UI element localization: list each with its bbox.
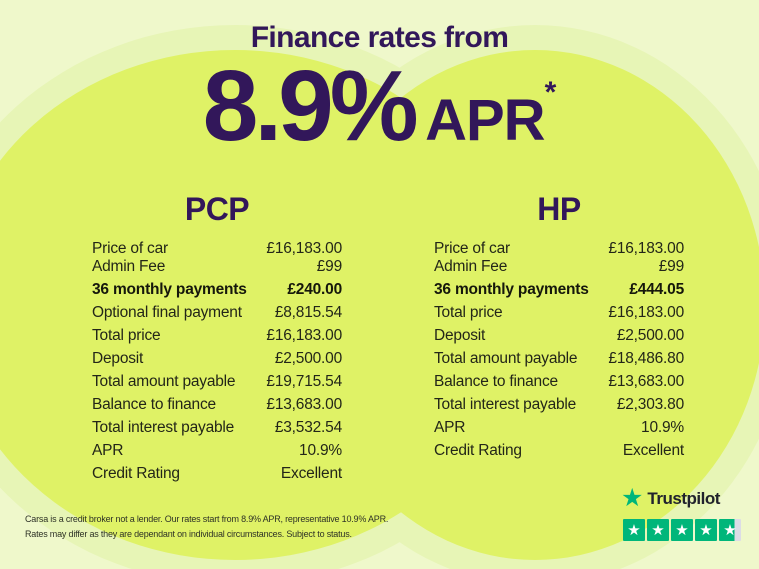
row-value: 10.9%: [641, 419, 684, 436]
rating-star-icon: ★: [719, 519, 741, 541]
finance-row: [92, 442, 342, 460]
finance-row: [434, 419, 684, 437]
rate-apr-label: APR: [425, 88, 545, 153]
row-label: Deposit: [92, 350, 144, 367]
finance-row: [92, 373, 342, 391]
row-label: Credit Rating: [434, 442, 522, 459]
finance-row: [92, 240, 342, 258]
hp-table: [434, 240, 684, 460]
rate-value: 8.9%: [202, 50, 415, 162]
finance-row: [434, 442, 684, 460]
row-value: £13,683.00: [608, 373, 684, 390]
row-label: Admin Fee: [92, 258, 166, 275]
row-value: £240.00: [287, 281, 342, 298]
finance-row: [434, 240, 684, 258]
row-label: Total interest payable: [92, 419, 235, 436]
rating-star-icon: ★: [695, 519, 717, 541]
finance-row: [92, 281, 342, 299]
disclaimer: [25, 512, 425, 542]
row-label: Credit Rating: [92, 465, 180, 482]
finance-row: [92, 396, 342, 414]
row-value: £19,715.54: [266, 373, 342, 390]
row-label: 36 monthly payments: [92, 281, 247, 298]
finance-row: [434, 258, 684, 276]
finance-row: [92, 350, 342, 368]
row-value: £3,532.54: [274, 419, 342, 436]
row-value: Excellent: [280, 465, 342, 482]
finance-row: [92, 258, 342, 276]
row-label: 36 monthly payments: [434, 281, 589, 298]
row-label: Total amount payable: [92, 373, 236, 390]
row-label: Admin Fee: [434, 258, 508, 275]
rating-star-icon: ★: [647, 519, 669, 541]
header-eyebrow: Finance rates from: [250, 21, 509, 54]
row-label: Optional final payment: [92, 304, 242, 321]
row-value: £99: [316, 258, 342, 275]
hp-heading: HP: [537, 191, 581, 227]
row-value: Excellent: [622, 442, 684, 459]
row-value: £444.05: [629, 281, 684, 298]
finance-row: [92, 304, 342, 322]
row-label: Total amount payable: [434, 350, 578, 367]
row-label: Balance to finance: [434, 373, 558, 390]
trustpilot-logo: [621, 486, 743, 511]
pcp-table: [92, 240, 342, 483]
row-value: 10.9%: [299, 442, 342, 459]
row-value: £13,683.00: [266, 396, 342, 413]
row-value: £16,183.00: [608, 240, 684, 257]
finance-row: [434, 350, 684, 368]
finance-row: [92, 465, 342, 483]
trustpilot-widget[interactable]: [621, 486, 743, 541]
finance-row: [92, 327, 342, 345]
row-value: £16,183.00: [608, 304, 684, 321]
rating-star-icon: ★: [623, 519, 645, 541]
row-label: Price of car: [434, 240, 510, 257]
row-label: APR: [434, 419, 466, 436]
finance-row: [434, 373, 684, 391]
row-value: £18,486.80: [608, 350, 684, 367]
trustpilot-star-icon: ★: [621, 484, 644, 512]
finance-row: [92, 419, 342, 437]
finance-row: [434, 396, 684, 414]
rate-asterisk: *: [544, 76, 557, 109]
pcp-heading: PCP: [184, 191, 250, 227]
rating-star-icon: ★: [671, 519, 693, 541]
row-label: Total price: [92, 327, 161, 344]
finance-row: [434, 327, 684, 345]
row-value: £16,183.00: [266, 327, 342, 344]
row-value: £2,303.80: [616, 396, 684, 413]
row-value: £2,500.00: [616, 327, 684, 344]
row-label: Total price: [434, 304, 503, 321]
row-label: Balance to finance: [92, 396, 216, 413]
row-value: £16,183.00: [266, 240, 342, 257]
row-value: £2,500.00: [274, 350, 342, 367]
row-label: Price of car: [92, 240, 168, 257]
row-value: £99: [658, 258, 684, 275]
finance-row: [434, 304, 684, 322]
trustpilot-stars: [623, 519, 743, 541]
row-label: Total interest payable: [434, 396, 577, 413]
row-label: Deposit: [434, 327, 486, 344]
headline-rate: [0, 50, 759, 162]
trustpilot-brand-text: Trustpilot: [647, 488, 720, 508]
row-value: £8,815.54: [274, 304, 342, 321]
disclaimer-line-1: Carsa is a credit broker not a lender. Our rates start from 8.9% APR, representative 10.9% APR.: [25, 514, 389, 524]
disclaimer-line-2: Rates may differ as they are dependant on individual circumstances. Subject to status.: [25, 529, 352, 539]
row-label: APR: [92, 442, 124, 459]
finance-row: [434, 281, 684, 299]
